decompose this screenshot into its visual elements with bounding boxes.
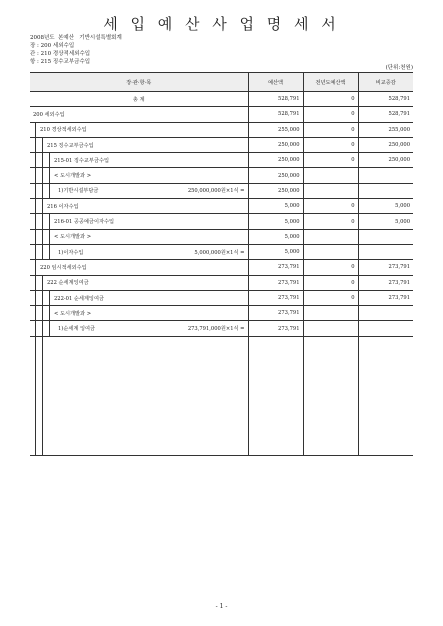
meta-fiscal: 2008년도 본예산 기반시설특별회계: [30, 35, 122, 41]
filler-prev: [303, 336, 358, 455]
table-row: [30, 306, 413, 321]
table-row: [30, 229, 413, 244]
row-name-cell: [30, 306, 248, 321]
row-prev: 0: [303, 275, 358, 290]
row-prev: 0: [303, 260, 358, 275]
row-name-cell: [30, 122, 248, 137]
row-prev: 0: [303, 122, 358, 137]
row-diff-empty: [358, 183, 413, 198]
row-budget: 5,000: [248, 214, 303, 229]
row-diff-empty: [358, 168, 413, 183]
row-name: 215 징수교부금수입: [47, 142, 94, 149]
row-budget: 5,000: [248, 244, 303, 259]
table-filler-row: [30, 336, 413, 455]
row-diff: 528,791: [358, 92, 413, 107]
table-row: [30, 153, 413, 168]
row-diff: 5,000: [358, 214, 413, 229]
row-name: 216 이자수입: [47, 203, 79, 210]
row-name: < 도시개발과 >: [54, 310, 92, 317]
row-diff: 5,000: [358, 199, 413, 214]
row-prev: 0: [303, 214, 358, 229]
table-row: [30, 183, 413, 198]
row-prev-empty: [303, 306, 358, 321]
row-name: 1)기반시설부담금: [58, 188, 99, 195]
filler-name-cell: [30, 336, 248, 455]
row-diff: 250,000: [358, 153, 413, 168]
page-number: - 1 -: [215, 603, 228, 610]
row-formula: 250,000,000원×1식 =: [187, 188, 245, 195]
row-diff: 273,791: [358, 260, 413, 275]
row-budget: 250,000: [248, 153, 303, 168]
table-row: [30, 244, 413, 259]
row-budget: 250,000: [248, 168, 303, 183]
header-budget: 예산액: [248, 73, 303, 92]
table-row: [30, 290, 413, 305]
row-diff: 273,791: [358, 290, 413, 305]
header-prev: 전년도예산액: [303, 73, 358, 92]
row-prev: 0: [303, 199, 358, 214]
filler-diff: [358, 336, 413, 455]
row-formula: 273,791,000원×1식 =: [187, 326, 245, 333]
row-budget: 5,000: [248, 229, 303, 244]
row-name: 1)순세계 잉여금: [58, 326, 96, 333]
meta-hang: 항 : 215 징수교부금수입: [30, 59, 91, 65]
row-prev: 0: [303, 92, 358, 107]
row-prev-empty: [303, 168, 358, 183]
row-name-cell: [30, 153, 248, 168]
table-row: [30, 214, 413, 229]
row-name-cell: [30, 229, 248, 244]
row-name: < 도시개발과 >: [54, 234, 92, 241]
row-prev-empty: [303, 229, 358, 244]
row-name: 총 계: [30, 92, 248, 107]
row-name-cell: [30, 321, 248, 336]
row-name-cell: [30, 260, 248, 275]
table-row: [30, 275, 413, 290]
table-row: [30, 107, 413, 122]
row-name: 222-01 순세계잉여금: [54, 295, 104, 302]
document-title: 세 입 예 산 사 업 명 세 서: [103, 15, 340, 33]
row-name-cell: [30, 290, 248, 305]
row-diff-empty: [358, 306, 413, 321]
row-diff: 250,000: [358, 137, 413, 152]
row-prev: 0: [303, 107, 358, 122]
row-formula: 5,000,000원×1식 =: [194, 249, 245, 256]
row-prev-empty: [303, 183, 358, 198]
row-name: < 도시개발과 >: [54, 173, 92, 180]
row-name: 1)이자수입: [58, 249, 84, 256]
row-diff: 273,791: [358, 275, 413, 290]
row-budget: 250,000: [248, 183, 303, 198]
row-name-cell: [30, 244, 248, 259]
table-header-row: [30, 73, 413, 92]
row-name: 210 경상적세외수입: [40, 127, 87, 134]
row-name: 222 순세계잉여금: [47, 280, 89, 287]
unit-label: (단위:천원): [385, 65, 413, 71]
row-name-cell: [30, 183, 248, 198]
row-budget: 5,000: [248, 199, 303, 214]
header-name: 장·관·항·목: [30, 73, 248, 92]
header-diff: 비교증감: [358, 73, 413, 92]
row-budget: 273,791: [248, 275, 303, 290]
row-name-cell: [30, 199, 248, 214]
table-row: [30, 321, 413, 336]
row-name: 200 세외수입: [30, 107, 248, 122]
meta-gwan: 관 : 210 경상적세외수입: [30, 51, 91, 57]
row-budget: 250,000: [248, 137, 303, 152]
row-diff: 255,000: [358, 122, 413, 137]
row-budget: 273,791: [248, 290, 303, 305]
row-diff-empty: [358, 244, 413, 259]
meta-jang: 장 : 200 세외수입: [30, 43, 75, 49]
row-budget: 255,000: [248, 122, 303, 137]
row-prev-empty: [303, 321, 358, 336]
row-budget: 273,791: [248, 321, 303, 336]
row-prev-empty: [303, 244, 358, 259]
row-name-cell: [30, 275, 248, 290]
row-budget: 528,791: [248, 92, 303, 107]
row-name-cell: [30, 168, 248, 183]
row-diff: 528,791: [358, 107, 413, 122]
row-prev: 0: [303, 153, 358, 168]
row-name: 216-01 공공예금이자수입: [54, 219, 114, 226]
row-diff-empty: [358, 229, 413, 244]
row-name-cell: [30, 214, 248, 229]
row-diff-empty: [358, 321, 413, 336]
row-prev: 0: [303, 290, 358, 305]
row-budget: 528,791: [248, 107, 303, 122]
table-row: [30, 92, 413, 107]
row-name: 215-01 징수교부금수입: [54, 157, 109, 164]
table-row: [30, 168, 413, 183]
filler-budget: [248, 336, 303, 455]
row-name: 220 임시적세외수입: [40, 264, 87, 271]
row-name-cell: [30, 137, 248, 152]
table-row: [30, 199, 413, 214]
table-row: [30, 260, 413, 275]
table-row: [30, 122, 413, 137]
budget-table: [30, 72, 413, 456]
table-row: [30, 137, 413, 152]
row-budget: 273,791: [248, 260, 303, 275]
row-budget: 273,791: [248, 306, 303, 321]
row-prev: 0: [303, 137, 358, 152]
